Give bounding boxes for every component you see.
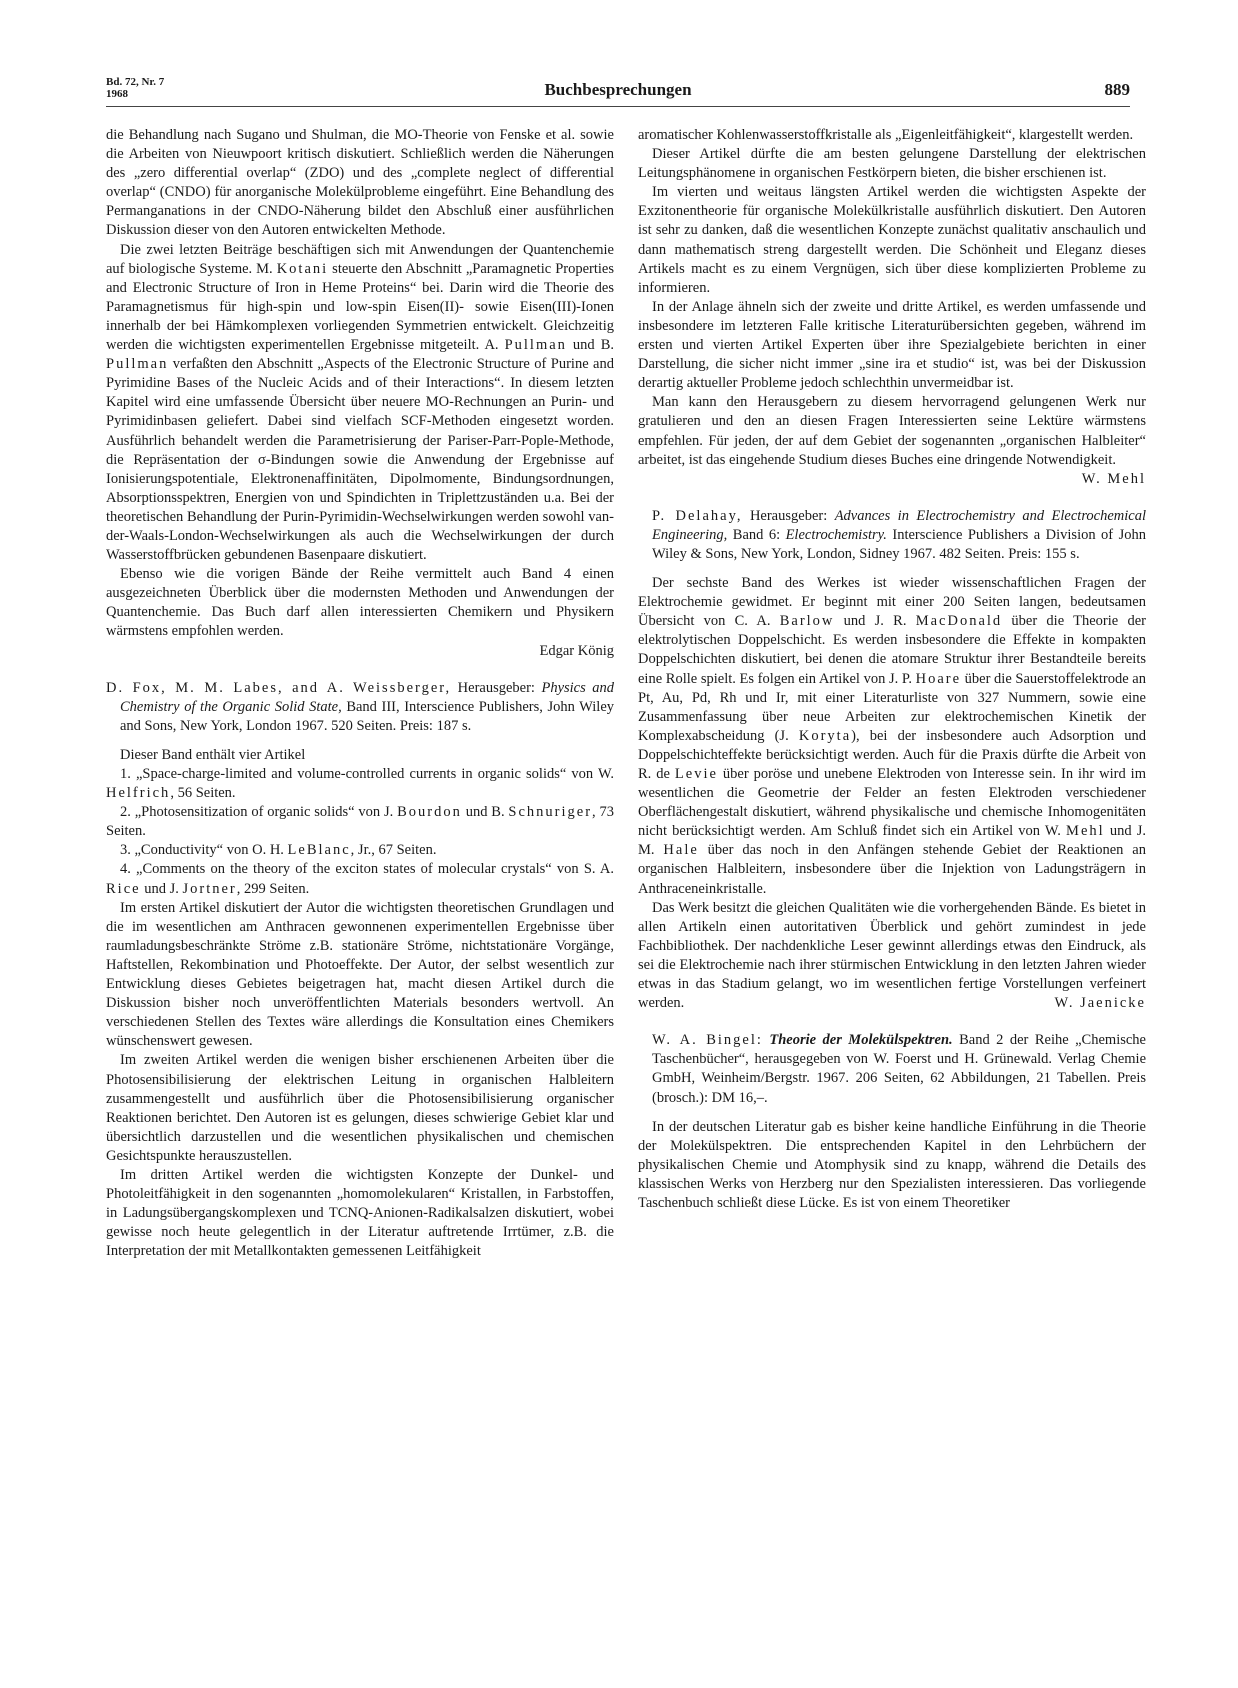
author-name: Kotani	[276, 260, 329, 277]
paragraph: Im dritten Artikel werden die wichtigsten Konzepte der Dunkel- und Photoleitfähigkeit in den sogenannten „homomolekularen“ Kristallen, in Farbstoffen, in Ladungsübergangskomplexen und TCNQ-Anionen-Radikalsalzen diskutiert, wobei gewisse noch heute gelegentlich in der Literatur auftretende Irrtümer, z.B. die Interpretation der mit Metallkontakten gemessenen Leitfähigkeit	[106, 1166, 614, 1260]
left-column	[106, 126, 614, 1261]
reviewer-signature: W. Mehl	[1081, 470, 1146, 487]
paragraph: Ebenso wie die vorigen Bände der Reihe vermittelt auch Band 4 einen ausgezeichneten Überblick über die modernsten Methoden und Anwendungen der Quantenchemie. Das Buch darf allen interessierten Chemikern und Physikern wärmstens empfohlen werden.	[106, 566, 614, 640]
review-citation: P. Delahay, Herausgeber: Advances in Electrochemistry and Electrochemical Engineering, Band 6: Electrochemistry. Interscience Publishers a Division of John Wiley & Sons, New York, London, Sidney 1967. 482 Seiten. Preis: 155 s.	[652, 507, 1147, 562]
review-citation: D. Fox, M. M. Labes, and A. Weissberger, Herausgeber: Physics and Chemistry of the Organic Solid State, Band III, Interscience Publishers, John Wiley and Sons, New York, London 1967. 520 Seiten. Preis: 187 s.	[106, 679, 615, 734]
paragraph: Dieser Artikel dürfte die am besten gelungene Darstellung der elektrischen Leitungsphänomene in organischen Festkörpern bieten, die bisher erschienen ist.	[638, 146, 1146, 182]
review-entry	[638, 1031, 1146, 1213]
review-authors: D. Fox, M. M. Labes, and A. Weissberger,	[106, 679, 452, 696]
running-title: Buchbesprechungen	[544, 80, 692, 99]
paragraph: Man kann den Herausgebern zu diesem hervorragend gelungenen Werk nur gratulieren und den an diesen Fragen Interessierten seine Lektüre wärmstens empfehlen. Für jeden, der auf dem Gebiet der sogenannten „organischen Halbleiter“ arbeitet, ist das eingehende Studium dieses Buches eine dringende Notwendigkeit.	[638, 394, 1146, 468]
right-column	[638, 126, 1146, 1213]
book-title: Physics and Chemistry of the Organic Solid State,	[120, 679, 615, 715]
paragraph: Das Werk besitzt die gleichen Qualitäten wie die vorhergehenden Bände. Es bietet in allen Artikeln einen autoritativen Überblick und gehört zumindest in jede Fachbibliothek. Der nachdenkliche Leser gewinnt allerdings etwas den Eindruck, als sei die Elektrochemie nach ihrer stürmischen Entwicklung in den letzten Jahren wieder etwas in das Stadium gelangt, wo im wesentlichen fertige Vorstellungen verfeinert werden. W. Jaenicke	[638, 899, 1146, 1014]
review-entry	[638, 507, 1146, 1013]
page-number: 889	[1104, 80, 1130, 99]
paragraph: In der deutschen Literatur gab es bisher keine handliche Einführung in die Theorie der Molekülspektren. Die entsprechenden Kapitel in den Lehrbüchern der physikalischen Chemie und Atomphysik sind zu knapp, während die Details des klassischen Werks von Herzberg nur den Spezialisten interessieren. Das vorliegende Taschenbuch schließt diese Lücke. Es ist von einem Theoretiker	[638, 1118, 1146, 1211]
running-header	[106, 74, 1130, 107]
paragraph: Die zwei letzten Beiträge beschäftigen sich mit Anwendungen der Quantenchemie auf biologische Systeme. M. Kotani steuerte den Abschnitt „Paramagnetic Properties and Electronic Structure of Iron in Heme Proteins“ bei. Darin wird die Theorie des Paramagnetismus für high-spin und low-spin Eisen(II)- sowie Eisen(III)-Ionen innerhalb der bei Hämkomplexen vorliegenden Symmetrien entwickelt. Gleichzeitig werden die wichtigsten experimentellen Ergebnisse mitgeteilt. A. Pullman und B. Pullman verfaßten den Abschnitt „Aspects of the Electronic Structure of Purine and Pyrimidine Bases of the Nucleic Acids and of their Interactions“. In diesem letzten Kapitel wird eine umfassende Übersicht über neuere MO-Rechnungen an Purin- und Pyrimidinbasen geliefert. Dabei sind vielfach SCF-Methoden eingesetzt worden. Ausführlich behandelt werden die Parametrisierung der Pariser-Parr-Pople-Methode, die Repräsentation der σ-Bindungen sowie die Anwendung der Ergebnisse auf Ionisierungspotentiale, Elektronenaffinitäten, Dipolmomente, Bindungsordnungen, Absorptionsspektren, Energien von und Spindichten in Triplettzuständen u.a. Bei der theoretischen Behandlung der Purin-Pyrimidin-Wechselwirkungen werden sowohl van-der-Waals-London-Wechselwirkungen als auch die Wechselwirkungen der durch Wasserstoffbrücken gebundenen Basenpaare diskutiert.	[106, 241, 614, 564]
reviewer-signature: Edgar König	[539, 642, 614, 659]
paragraph: Im zweiten Artikel werden die wenigen bisher erschienenen Arbeiten über die Photosensibilisierung der elektrischen Leitung in organischen Halbleitern zusammengestellt und ausführlich über die Photosensibilisierung organischer Reaktionen berichtet. Den Autoren ist es gelungen, dieses schwierige Gebiet klar und übersichtlich darzustellen und die wesentlichen physikalischen und chemischen Gesichtspunkte herauszustellen.	[106, 1052, 614, 1164]
review-entry	[106, 679, 614, 1262]
list-item: 3. „Conductivity“ von O. H. LeBlanc, Jr., 67 Seiten.	[120, 842, 437, 859]
list-item: 4. „Comments on the theory of the exciton states of molecular crystals“ von S. A. Rice und J. Jortner, 299 Seiten.	[106, 861, 614, 897]
book-title: Advances in Electrochemistry and Electrochemical Engineering,	[652, 507, 1147, 543]
list-item: 1. „Space-charge-limited and volume-controlled currents in organic solids“ von W. Helfrich, 56 Seiten.	[106, 766, 614, 802]
paragraph: Der sechste Band des Werkes ist wieder wissenschaftlichen Fragen der Elektrochemie gewidmet. Er beginnt mit einer 200 Seiten langen, bedeutsamen Übersicht von C. A. Barlow und J. R. MacDonald über die Theorie der elektrolytischen Doppelschicht. Es werden insbesondere die Effekte in kompakten Doppelschichten diskutiert, bei denen die atomare Struktur ihrer Bestandteile bereits eine Rolle spielt. Es folgen ein Artikel von J. P. Hoare über die Sauerstoffelektrode an Pt, Au, Pd, Rh und Ir, mit einer Literaturliste von 327 Nummern, sowie eine Zusammenfassung über neue Arbeiten zur elektrochemischen Kinetik der Komplexabscheidung (J. Koryta), bei der insbesondere auch Adsorption und Doppelschichteffekte berücksichtigt werden. Auch für die Praxis dürfte die Arbeit von R. de Levie über poröse und unebene Elektroden von Interesse sein. In ihr wird im wesentlichen die Geometrie der Felder an festen Elektroden verschiedener Oberflächengestalt diskutiert, während physikalische und chemische Inhomogenitäten nicht berücksichtigt werden. Am Schluß findet sich ein Artikel von W. Mehl und J. M. Hale über das noch in den Anfängen stehende Gebiet der Reaktionen an organischen Halbleitern, insbesondere über die Injektion von Ladungsträgern in Anthraceneinkristalle.	[638, 575, 1146, 897]
volume-year: 1968	[106, 88, 128, 100]
list-item: 2. „Photosensitization of organic solids“ von J. Bourdon und B. Schnuriger, 73 Seiten.	[106, 804, 615, 840]
author-name: Pullman	[504, 337, 567, 354]
review-authors: W. A. Bingel:	[652, 1032, 763, 1049]
paragraph: die Behandlung nach Sugano und Shulman, die MO-Theorie von Fenske et al. sowie die Arbeiten von Nieuwpoort kritisch diskutiert. Schließlich werden die Näherungen des „zero differential overlap“ (ZDO) und des „complete neglect of differential overlap“ (CNDO) für anorganische Molekülprobleme eingeführt. Eine Behandlung des Permanganations in der CNDO-Näherung bildet den Abschluß einer ausführlichen Diskussion dieser von den Autoren entwickelten Methode.	[106, 127, 614, 239]
paragraph: In der Anlage ähneln sich der zweite und dritte Artikel, es werden umfassende und insbesondere im letzteren Falle kritische Literaturübersichten gegeben, während im ersten und vierten Artikel Experten über ihre Spezialgebiete berichten in einer Darstellung, die sicher nicht immer „sine ira et studio“ ist, was bei der Diskussion derartig aktueller Probleme jedoch schlechthin unvermeidbar ist.	[638, 298, 1146, 392]
book-subtitle: Electrochemistry.	[785, 526, 887, 543]
paragraph: Dieser Band enthält vier Artikel	[120, 746, 306, 763]
reviewer-signature: W. Jaenicke	[1054, 995, 1146, 1012]
book-title: Theorie der Molekülspektren.	[762, 1032, 953, 1049]
author-name: Pullman	[106, 356, 169, 373]
review-authors: P. Delahay,	[652, 507, 743, 524]
paragraph: Im vierten und weitaus längsten Artikel werden die wichtigsten Aspekte der Exzitonentheorie für organische Molekülkristalle ausführlich diskutiert. Den Autoren ist sehr zu danken, daß die wesentlichen Konzepte zunächst qualitativ anschaulich und dann mathematisch streng dargestellt werden. Die Schönheit und Eleganz dieses Artikels macht es zu einem Vergnügen, sich über diese komplizierten Probleme zu informieren.	[638, 184, 1146, 296]
paragraph: Im ersten Artikel diskutiert der Autor die wichtigsten theoretischen Grundlagen und die im wesentlichen am Anthracen gewonnenen experimentellen Ergebnisse über raumladungsbeschränkte Ströme z.B. stationäre Ströme, nichtstationäre Vorgänge, Haftstellen, Rekombination und Photoeffekte. Der Autor, der selbst wesentlich zur Entwicklung dieses Gebietes beigetragen hat, macht diesen Artikel durch die Diskussion bisher noch unveröffentlichten Materials besonders wertvoll. An verschiedenen Stellen des Textes wäre allerdings die Konsultation eines Chemikers wünschenswert gewesen.	[106, 899, 614, 1050]
volume-number: Bd. 72, Nr. 7	[106, 76, 165, 88]
paragraph: aromatischer Kohlenwasserstoffkristalle als „Eigenleitfähigkeit“, klargestellt werden.	[638, 127, 1134, 143]
review-citation: W. A. Bingel: Theorie der Molekülspektren. Band 2 der Reihe „Chemische Taschenbücher“, herausgegeben von W. Foerst und H. Grünewald. Verlag Chemie GmbH, Weinheim/Bergstr. 1967. 206 Seiten, 62 Abbildungen, 21 Tabellen. Preis (brosch.): DM 16,–.	[652, 1032, 1146, 1106]
